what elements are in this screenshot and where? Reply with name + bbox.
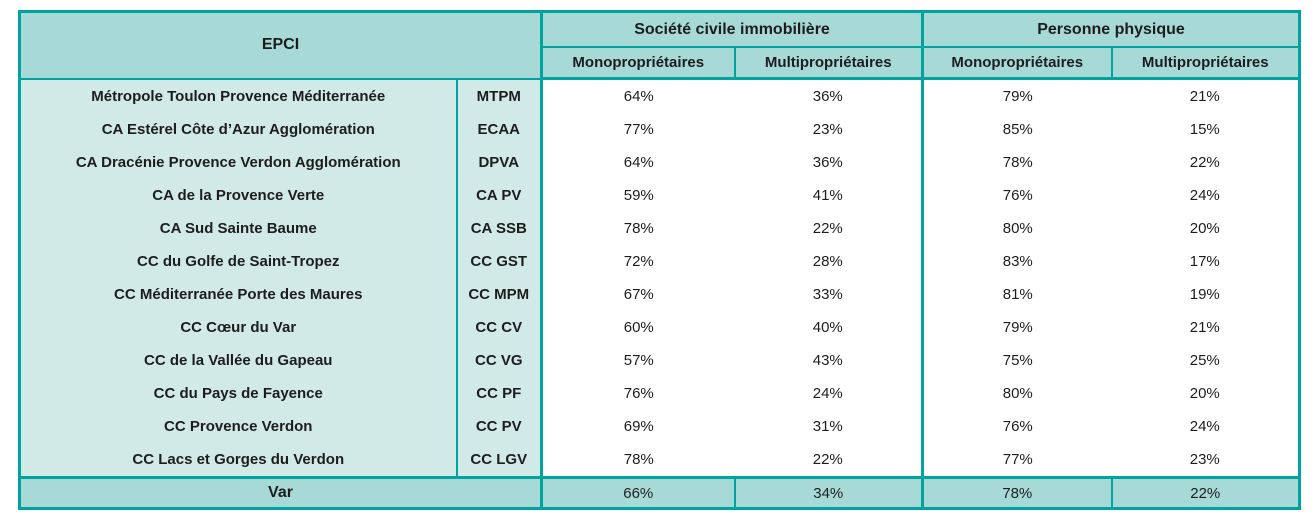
epci-ownership-table-wrapper — [18, 10, 1301, 510]
epci-code-cell: CC MPM — [457, 278, 542, 311]
value-cell: 22% — [735, 212, 923, 245]
table-row — [20, 179, 1300, 212]
pp-group-header: Personne physique — [923, 12, 1300, 48]
epci-name-cell: CC de la Vallée du Gapeau — [20, 344, 457, 377]
epci-column-header: EPCI — [20, 12, 542, 79]
value-cell: 76% — [923, 410, 1112, 443]
epci-name-cell: Métropole Toulon Provence Méditerranée — [20, 79, 457, 114]
table-row — [20, 212, 1300, 245]
value-cell: 72% — [542, 245, 735, 278]
table-header — [20, 12, 1300, 79]
value-cell: 31% — [735, 410, 923, 443]
value-cell: 78% — [542, 212, 735, 245]
value-cell: 33% — [735, 278, 923, 311]
value-cell: 77% — [923, 443, 1112, 478]
epci-code-cell: CA PV — [457, 179, 542, 212]
epci-name-cell: CC Méditerranée Porte des Maures — [20, 278, 457, 311]
table-row — [20, 278, 1300, 311]
epci-ownership-table — [18, 10, 1301, 510]
value-cell: 21% — [1112, 79, 1300, 114]
table-footer — [20, 478, 1300, 509]
var-label-cell: Var — [20, 478, 542, 509]
epci-name-cell: CC Cœur du Var — [20, 311, 457, 344]
value-cell: 22% — [735, 443, 923, 478]
value-cell: 43% — [735, 344, 923, 377]
value-cell: 24% — [735, 377, 923, 410]
epci-code-cell: CC CV — [457, 311, 542, 344]
epci-code-cell: CC LGV — [457, 443, 542, 478]
value-cell: 23% — [1112, 443, 1300, 478]
pp-mono-header: Monopropriétaires — [923, 47, 1112, 79]
sci-multi-header: Multipropriétaires — [735, 47, 923, 79]
value-cell: 17% — [1112, 245, 1300, 278]
value-cell: 25% — [1112, 344, 1300, 377]
value-cell: 57% — [542, 344, 735, 377]
value-cell: 85% — [923, 113, 1112, 146]
epci-code-cell: CC VG — [457, 344, 542, 377]
value-cell: 60% — [542, 311, 735, 344]
value-cell: 21% — [1112, 311, 1300, 344]
value-cell: 78% — [542, 443, 735, 478]
table-body — [20, 79, 1300, 478]
footer-value-cell: 78% — [923, 478, 1112, 509]
value-cell: 36% — [735, 146, 923, 179]
value-cell: 22% — [1112, 146, 1300, 179]
value-cell: 24% — [1112, 410, 1300, 443]
epci-code-cell: DPVA — [457, 146, 542, 179]
epci-name-cell: CC du Golfe de Saint-Tropez — [20, 245, 457, 278]
value-cell: 76% — [923, 179, 1112, 212]
epci-name-cell: CC Provence Verdon — [20, 410, 457, 443]
value-cell: 80% — [923, 377, 1112, 410]
table-row — [20, 344, 1300, 377]
epci-code-cell: CC PF — [457, 377, 542, 410]
table-row — [20, 79, 1300, 114]
epci-name-cell: CA Dracénie Provence Verdon Agglomération — [20, 146, 457, 179]
table-row — [20, 311, 1300, 344]
value-cell: 28% — [735, 245, 923, 278]
epci-name-cell: CA Sud Sainte Baume — [20, 212, 457, 245]
value-cell: 64% — [542, 146, 735, 179]
epci-code-cell: CC GST — [457, 245, 542, 278]
table-row — [20, 245, 1300, 278]
epci-code-cell: ECAA — [457, 113, 542, 146]
value-cell: 77% — [542, 113, 735, 146]
value-cell: 80% — [923, 212, 1112, 245]
value-cell: 78% — [923, 146, 1112, 179]
footer-value-cell: 34% — [735, 478, 923, 509]
epci-name-cell: CC Lacs et Gorges du Verdon — [20, 443, 457, 478]
value-cell: 15% — [1112, 113, 1300, 146]
epci-name-cell: CC du Pays de Fayence — [20, 377, 457, 410]
value-cell: 40% — [735, 311, 923, 344]
epci-name-cell: CA Estérel Côte d’Azur Agglomération — [20, 113, 457, 146]
value-cell: 19% — [1112, 278, 1300, 311]
pp-multi-header: Multipropriétaires — [1112, 47, 1300, 79]
value-cell: 67% — [542, 278, 735, 311]
table-row — [20, 443, 1300, 478]
value-cell: 69% — [542, 410, 735, 443]
header-group-row — [20, 12, 1300, 48]
epci-code-cell: CC PV — [457, 410, 542, 443]
value-cell: 41% — [735, 179, 923, 212]
value-cell: 81% — [923, 278, 1112, 311]
value-cell: 20% — [1112, 212, 1300, 245]
table-row — [20, 410, 1300, 443]
value-cell: 83% — [923, 245, 1112, 278]
value-cell: 23% — [735, 113, 923, 146]
value-cell: 36% — [735, 79, 923, 114]
value-cell: 59% — [542, 179, 735, 212]
sci-group-header: Société civile immobilière — [542, 12, 923, 48]
footer-row — [20, 478, 1300, 509]
value-cell: 76% — [542, 377, 735, 410]
table-row — [20, 113, 1300, 146]
value-cell: 79% — [923, 311, 1112, 344]
value-cell: 75% — [923, 344, 1112, 377]
epci-code-cell: CA SSB — [457, 212, 542, 245]
value-cell: 79% — [923, 79, 1112, 114]
value-cell: 64% — [542, 79, 735, 114]
epci-code-cell: MTPM — [457, 79, 542, 114]
table-row — [20, 146, 1300, 179]
footer-value-cell: 66% — [542, 478, 735, 509]
sci-mono-header: Monopropriétaires — [542, 47, 735, 79]
epci-name-cell: CA de la Provence Verte — [20, 179, 457, 212]
value-cell: 24% — [1112, 179, 1300, 212]
footer-value-cell: 22% — [1112, 478, 1300, 509]
value-cell: 20% — [1112, 377, 1300, 410]
table-row — [20, 377, 1300, 410]
